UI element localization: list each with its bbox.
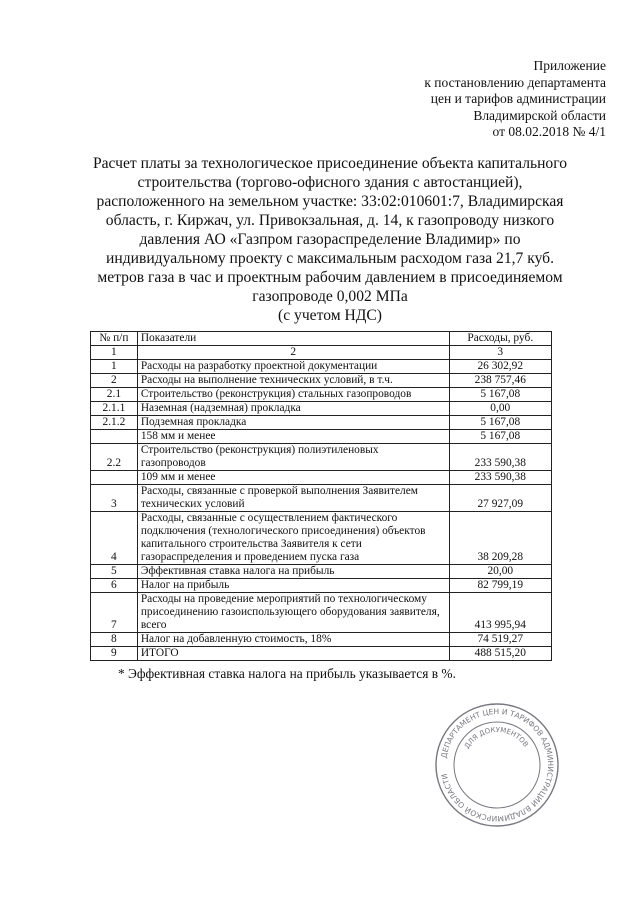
row-indicator: Расходы на разработку проектной документации bbox=[137, 360, 449, 374]
row-indicator: Эффективная ставка налога на прибыль bbox=[137, 565, 449, 579]
row-amount: 74 519,27 bbox=[449, 633, 551, 647]
title-line: расположенного на земельном участке: 33:02:010601:7, Владимирская bbox=[96, 193, 564, 210]
title-line: (с учетом НДС) bbox=[278, 307, 382, 324]
row-amount: 26 302,92 bbox=[449, 360, 551, 374]
row-number: 9 bbox=[91, 647, 138, 661]
table-column-number-row bbox=[91, 346, 552, 360]
table-row bbox=[91, 485, 552, 512]
title-line: газопроводе 0,002 МПа bbox=[252, 288, 408, 305]
title-line: Расчет платы за технологическое присоединение объекта капитального bbox=[92, 155, 568, 172]
official-stamp-seal bbox=[432, 700, 562, 830]
row-number: 5 bbox=[91, 565, 138, 579]
document-title bbox=[86, 154, 574, 325]
appendix-line: к постановлению департамента bbox=[424, 74, 606, 90]
row-amount: 5 167,08 bbox=[449, 430, 551, 444]
row-indicator: Строительство (реконструкция) полиэтиленовых газопроводов bbox=[137, 444, 449, 471]
table-header-row bbox=[91, 332, 552, 346]
row-amount: 82 799,19 bbox=[449, 579, 551, 593]
footnote: * Эффективная ставка налога на прибыль указывается в %. bbox=[118, 666, 456, 681]
row-indicator: Расходы, связанные с осуществлением фактического подключения (технологического присоединения) объектов капитального строительства Заявителя к сети газораспределения и проведением пуска газа bbox=[137, 512, 449, 565]
appendix-line: от 08.02.2018 № 4/1 bbox=[492, 124, 606, 140]
row-amount: 38 209,28 bbox=[449, 512, 551, 565]
row-amount: 5 167,08 bbox=[449, 388, 551, 402]
row-indicator: Расходы, связанные с проверкой выполнения Заявителем технических условий bbox=[137, 485, 449, 512]
table-row bbox=[91, 430, 552, 444]
stamp-inner-text: ДЛЯ ДОКУМЕНТОВ bbox=[462, 725, 530, 751]
row-number: 6 bbox=[91, 579, 138, 593]
row-indicator: ИТОГО bbox=[137, 647, 449, 661]
row-number: 2.1.1 bbox=[91, 402, 138, 416]
row-amount: 20,00 bbox=[449, 565, 551, 579]
table-row bbox=[91, 360, 552, 374]
title-line: метров газа в час и проектным рабочим давлением в присоединяемом bbox=[97, 269, 563, 286]
table-row bbox=[91, 579, 552, 593]
appendix-line: Приложение bbox=[533, 58, 606, 73]
row-number bbox=[91, 430, 138, 444]
row-number: 2 bbox=[91, 374, 138, 388]
column-number: 1 bbox=[91, 346, 138, 360]
row-amount: 233 590,38 bbox=[449, 444, 551, 471]
title-line: область, г. Киржач, ул. Привокзальная, д. 14, к газопроводу низкого bbox=[105, 212, 555, 229]
row-indicator: Подземная прокладка bbox=[137, 416, 449, 430]
row-amount: 238 757,46 bbox=[449, 374, 551, 388]
row-amount: 0,00 bbox=[449, 402, 551, 416]
title-line: индивидуальному проекту с максимальным расходом газа 21,7 куб. bbox=[106, 250, 554, 267]
row-indicator: Расходы на проведение мероприятий по технологическому присоединению газоиспользующего оборудования заявителя, всего bbox=[137, 593, 449, 633]
row-number: 3 bbox=[91, 485, 138, 512]
column-number: 3 bbox=[449, 346, 551, 360]
title-line: давления АО «Газпром газораспределение Владимир» по bbox=[139, 231, 521, 248]
table-body bbox=[91, 360, 552, 661]
appendix-line: Владимирской области bbox=[473, 107, 606, 123]
appendix-line: цен и тарифов администрации bbox=[430, 91, 606, 107]
header-number: № п/п bbox=[91, 332, 138, 346]
row-number: 7 bbox=[91, 593, 138, 633]
row-indicator: 158 мм и менее bbox=[137, 430, 449, 444]
table-row bbox=[91, 565, 552, 579]
row-indicator: Наземная (надземная) прокладка bbox=[137, 402, 449, 416]
row-amount: 488 515,20 bbox=[449, 647, 551, 661]
header-indicator: Показатели bbox=[137, 332, 449, 346]
table-row bbox=[91, 444, 552, 471]
appendix-block bbox=[346, 58, 606, 141]
table-row bbox=[91, 471, 552, 485]
row-number: 2.2 bbox=[91, 444, 138, 471]
row-number: 1 bbox=[91, 360, 138, 374]
row-indicator: 109 мм и менее bbox=[137, 471, 449, 485]
header-amount: Расходы, руб. bbox=[449, 332, 551, 346]
row-number: 2.1 bbox=[91, 388, 138, 402]
table-row bbox=[91, 416, 552, 430]
column-number: 2 bbox=[137, 346, 449, 360]
row-number: 2.1.2 bbox=[91, 416, 138, 430]
table-row bbox=[91, 633, 552, 647]
row-amount: 27 927,09 bbox=[449, 485, 551, 512]
cost-table bbox=[90, 331, 552, 661]
table-row bbox=[91, 402, 552, 416]
row-number bbox=[91, 471, 138, 485]
stamp-inner-ring bbox=[454, 722, 540, 808]
row-amount: 413 995,94 bbox=[449, 593, 551, 633]
row-indicator: Налог на добавленную стоимость, 18% bbox=[137, 633, 449, 647]
row-number: 4 bbox=[91, 512, 138, 565]
table-row bbox=[91, 388, 552, 402]
row-indicator: Расходы на выполнение технических условий, в т.ч. bbox=[137, 374, 449, 388]
title-line: строительства (торгово-офисного здания с автостанцией), bbox=[137, 174, 523, 191]
row-indicator: Налог на прибыль bbox=[137, 579, 449, 593]
table-row bbox=[91, 374, 552, 388]
row-amount: 233 590,38 bbox=[449, 471, 551, 485]
row-number: 8 bbox=[91, 633, 138, 647]
row-amount: 5 167,08 bbox=[449, 416, 551, 430]
stamp-outer-text: ДЕПАРТАМЕНТ ЦЕН И ТАРИФОВ АДМИНИСТРАЦИИ ВЛАДИМИРСКОЙ ОБЛАСТИ bbox=[439, 706, 556, 824]
row-indicator: Строительство (реконструкция) стальных газопроводов bbox=[137, 388, 449, 402]
table-row bbox=[91, 593, 552, 633]
table-row bbox=[91, 512, 552, 565]
table-row bbox=[91, 647, 552, 661]
